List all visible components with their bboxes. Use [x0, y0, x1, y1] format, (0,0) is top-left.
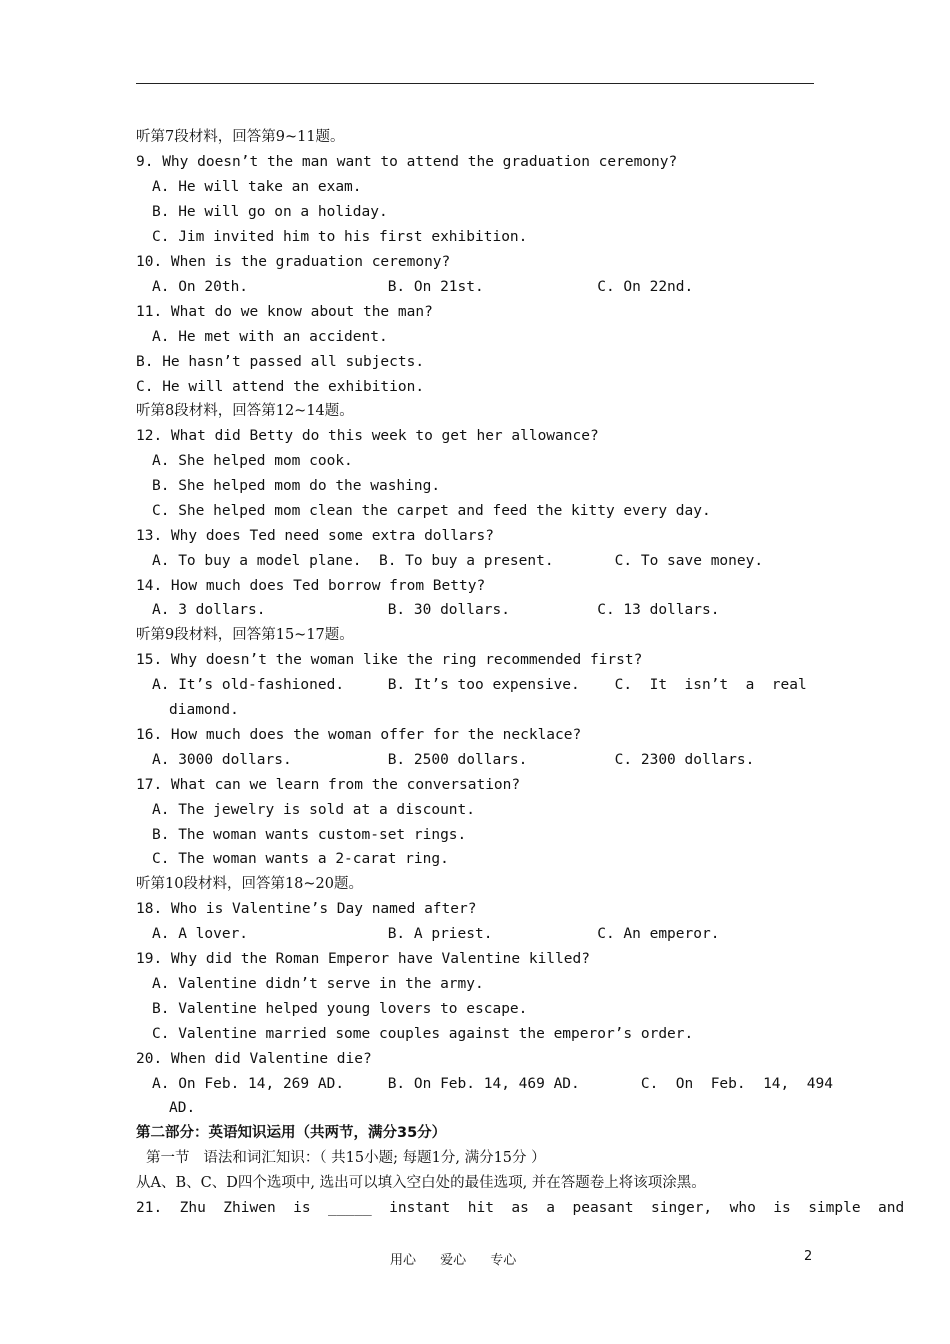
text-line: A. 3000 dollars. B. 2500 dollars. C. 2300 dollars. [152, 752, 755, 768]
text-line: 20. When did Valentine die? [136, 1051, 372, 1067]
footer-motto: 用心 爱心 专心 [390, 1253, 517, 1268]
text-line: 第一节 语法和词汇知识：（ 共15小题; 每题1分, 满分15分 ） [146, 1150, 546, 1166]
text-line: A. It’s old-fashioned. B. It’s too expensive. C. It isn’t a real [152, 677, 807, 693]
text-line: A. Valentine didn’t serve in the army. [152, 976, 484, 992]
text-line: 18. Who is Valentine’s Day named after? [136, 901, 477, 917]
text-line: 21. Zhu Zhiwen is _____ instant hit as a peasant singer, who is simple and [136, 1200, 905, 1216]
text-line: 9. Why doesn’t the man want to attend the graduation ceremony? [136, 154, 678, 170]
text-line: 听第8段材料，回答第12~14题。 [136, 403, 354, 419]
text-line: A. He met with an accident. [152, 329, 388, 345]
text-line: A. A lover. B. A priest. C. An emperor. [152, 926, 720, 942]
text-line: C. Jim invited him to his first exhibition. [152, 229, 528, 245]
text-line: A. 3 dollars. B. 30 dollars. C. 13 dollars. [152, 602, 720, 618]
text-line: AD. [169, 1100, 196, 1116]
text-line: C. The woman wants a 2-carat ring. [152, 851, 449, 867]
text-line: 15. Why doesn’t the woman like the ring recommended first? [136, 652, 643, 668]
text-line: 17. What can we learn from the conversation? [136, 777, 521, 793]
text-line: 19. Why did the Roman Emperor have Valentine killed? [136, 951, 590, 967]
text-line: 听第7段材料，回答第9~11题。 [136, 129, 345, 145]
text-line: B. She helped mom do the washing. [152, 478, 441, 494]
text-line: B. He will go on a holiday. [152, 204, 388, 220]
text-line: 听第9段材料，回答第15~17题。 [136, 627, 354, 643]
text-line: 11. What do we know about the man? [136, 304, 433, 320]
text-line: 13. Why does Ted need some extra dollars? [136, 528, 494, 544]
text-line: C. Valentine married some couples against the emperor’s order. [152, 1026, 694, 1042]
text-line: diamond. [169, 702, 239, 718]
text-line: 第二部分：英语知识运用（共两节，满分35分） [136, 1125, 447, 1141]
page-number: 2 [804, 1249, 813, 1264]
text-line: 14. How much does Ted borrow from Betty? [136, 578, 486, 594]
text-line: A. On Feb. 14, 269 AD. B. On Feb. 14, 469 AD. C. On Feb. 14, 494 [152, 1076, 833, 1092]
text-line: B. The woman wants custom-set rings. [152, 827, 467, 843]
text-line: 12. What did Betty do this week to get her allowance? [136, 428, 599, 444]
text-line: C. She helped mom clean the carpet and feed the kitty every day. [152, 503, 711, 519]
text-line: B. He hasn’t passed all subjects. [136, 354, 425, 370]
text-line: A. He will take an exam. [152, 179, 362, 195]
text-line: A. To buy a model plane. B. To buy a present. C. To save money. [152, 553, 764, 569]
text-line: B. Valentine helped young lovers to escape. [152, 1001, 528, 1017]
text-line: 从A、B、C、D四个选项中, 选出可以填入空白处的最佳选项, 并在答题卷上将该项涂黑。 [136, 1175, 706, 1191]
text-line: 10. When is the graduation ceremony? [136, 254, 451, 270]
text-line: A. She helped mom cook. [152, 453, 353, 469]
text-line: A. On 20th. B. On 21st. C. On 22nd. [152, 279, 694, 295]
text-line: A. The jewelry is sold at a discount. [152, 802, 476, 818]
header-rule [136, 83, 814, 84]
text-line: 16. How much does the woman offer for the necklace? [136, 727, 582, 743]
text-line: 听第10段材料，回答第18~20题。 [136, 876, 364, 892]
text-line: C. He will attend the exhibition. [136, 379, 425, 395]
